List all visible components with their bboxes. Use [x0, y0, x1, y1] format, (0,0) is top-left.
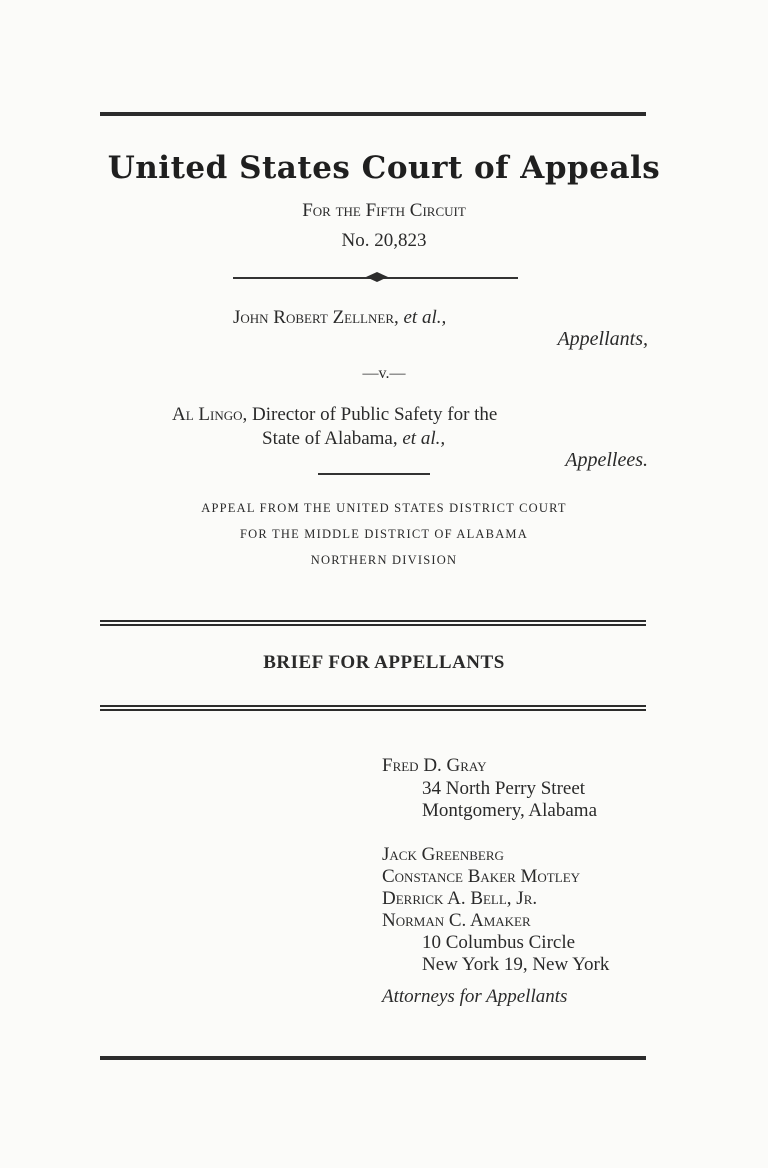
court-name: United States Court of Appeals: [107, 150, 661, 186]
short-rule: [318, 473, 430, 475]
appellee-line-1: [172, 404, 497, 426]
appellee-state: State of Alabama,: [262, 428, 398, 449]
circuit-line: For the Fifth Circuit: [302, 200, 466, 221]
versus: —v.—: [362, 365, 406, 382]
attorney-gray: Fred D. Gray: [382, 755, 487, 776]
appellant-name: John Robert Zellner,: [233, 307, 399, 328]
brief-bottom-rule: [100, 705, 646, 711]
attorney-greenberg: Jack Greenberg: [382, 844, 504, 865]
appellants-label: Appellants,: [557, 328, 648, 350]
attorneys-role: Attorneys for Appellants: [382, 986, 568, 1007]
appellant-line: [233, 307, 446, 329]
appeal-line-3: NORTHERN DIVISION: [310, 553, 458, 567]
appeal-line-1: APPEAL FROM THE UNITED STATES DISTRICT COURT: [201, 501, 567, 515]
attorney-bell: Derrick A. Bell, Jr.: [382, 888, 538, 909]
brief-title: BRIEF FOR APPELLANTS: [263, 652, 505, 673]
appellant-etal: et al.,: [403, 307, 447, 328]
gray-address-1: 34 North Perry Street: [422, 778, 586, 799]
attorney-motley: Constance Baker Motley: [382, 866, 581, 887]
appellee-name: Al Lingo,: [172, 404, 248, 425]
diamond-ornament: [366, 272, 388, 282]
gray-address-2: Montgomery, Alabama: [422, 800, 598, 821]
appellee-line-2: [262, 428, 445, 450]
ny-address-1: 10 Columbus Circle: [422, 932, 576, 953]
ny-address-2: New York 19, New York: [422, 954, 610, 975]
appellee-title: Director of Public Safety for the: [252, 404, 498, 425]
top-rule: [100, 112, 646, 116]
case-number: No. 20,823: [341, 230, 427, 251]
attorney-amaker: Norman C. Amaker: [382, 910, 531, 931]
appeal-line-2: FOR THE MIDDLE DISTRICT OF ALABAMA: [240, 527, 528, 541]
bottom-rule: [100, 1056, 646, 1060]
appellee-etal: et al.,: [402, 428, 446, 449]
appellees-label: Appellees.: [565, 449, 648, 471]
brief-top-rule: [100, 620, 646, 626]
